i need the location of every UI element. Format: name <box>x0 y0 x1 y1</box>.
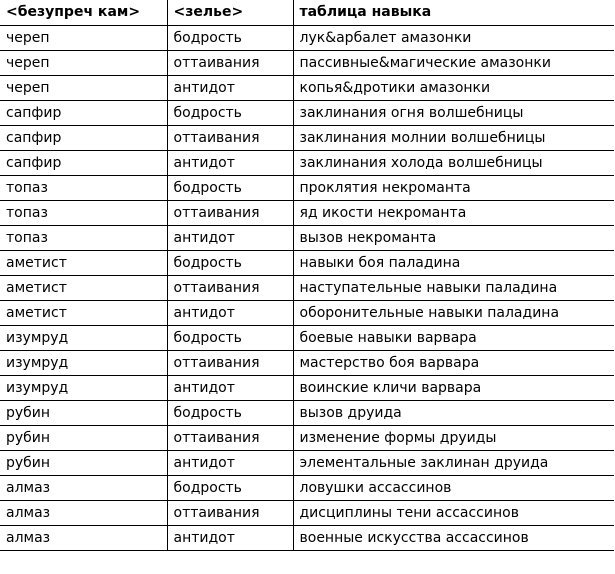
table-row <box>0 225 614 250</box>
table-row <box>0 350 614 375</box>
cell-potion: оттаивания <box>167 125 293 150</box>
table-row <box>0 200 614 225</box>
cell-skill-tree: воинские кличи варвара <box>293 375 614 400</box>
cell-potion: антидот <box>167 525 293 550</box>
cell-potion: бодрость <box>167 250 293 275</box>
table-row <box>0 475 614 500</box>
cell-gem: изумруд <box>0 325 167 350</box>
table-row <box>0 75 614 100</box>
table-row <box>0 525 614 550</box>
cell-potion: антидот <box>167 450 293 475</box>
table-row <box>0 400 614 425</box>
cell-gem: рубин <box>0 425 167 450</box>
table-row <box>0 500 614 525</box>
cell-skill-tree: мастерство боя варвара <box>293 350 614 375</box>
table-row <box>0 50 614 75</box>
cell-gem: аметист <box>0 275 167 300</box>
cell-potion: антидот <box>167 150 293 175</box>
cell-gem: череп <box>0 75 167 100</box>
cell-gem: череп <box>0 50 167 75</box>
cell-potion: оттаивания <box>167 350 293 375</box>
cell-skill-tree: военные искусства ассассинов <box>293 525 614 550</box>
cell-potion: бодрость <box>167 400 293 425</box>
cell-potion: бодрость <box>167 100 293 125</box>
table-row <box>0 300 614 325</box>
header-skill-tree: таблица навыка <box>293 0 614 25</box>
cell-gem: алмаз <box>0 475 167 500</box>
table-row <box>0 450 614 475</box>
table-row <box>0 175 614 200</box>
cell-potion: бодрость <box>167 325 293 350</box>
cell-gem: сапфир <box>0 150 167 175</box>
cell-gem: изумруд <box>0 375 167 400</box>
cell-skill-tree: ловушки ассассинов <box>293 475 614 500</box>
table-row <box>0 100 614 125</box>
cell-potion: антидот <box>167 225 293 250</box>
cell-skill-tree: навыки боя паладина <box>293 250 614 275</box>
cell-skill-tree: лук&арбалет амазонки <box>293 25 614 50</box>
cell-gem: череп <box>0 25 167 50</box>
cell-potion: бодрость <box>167 475 293 500</box>
cell-potion: оттаивания <box>167 500 293 525</box>
cell-skill-tree: заклинания молнии волшебницы <box>293 125 614 150</box>
cell-potion: бодрость <box>167 175 293 200</box>
cell-potion: оттаивания <box>167 425 293 450</box>
cell-skill-tree: заклинания огня волшебницы <box>293 100 614 125</box>
table-row <box>0 275 614 300</box>
cell-gem: алмаз <box>0 500 167 525</box>
cell-skill-tree: боевые навыки варвара <box>293 325 614 350</box>
cell-skill-tree: вызов друида <box>293 400 614 425</box>
cell-potion: антидот <box>167 75 293 100</box>
cell-skill-tree: копья&дротики амазонки <box>293 75 614 100</box>
cell-gem: изумруд <box>0 350 167 375</box>
table-row <box>0 425 614 450</box>
table-body <box>0 25 614 550</box>
table-row <box>0 25 614 50</box>
cell-skill-tree: оборонительные навыки паладина <box>293 300 614 325</box>
cell-skill-tree: заклинания холода волшебницы <box>293 150 614 175</box>
cell-gem: алмаз <box>0 525 167 550</box>
table-row <box>0 150 614 175</box>
cell-skill-tree: дисциплины тени ассассинов <box>293 500 614 525</box>
table-row <box>0 325 614 350</box>
header-gem: <безупреч кам> <box>0 0 167 25</box>
header-potion: <зелье> <box>167 0 293 25</box>
cell-gem: аметист <box>0 300 167 325</box>
cell-gem: рубин <box>0 450 167 475</box>
cell-potion: антидот <box>167 300 293 325</box>
cell-skill-tree: яд икости некроманта <box>293 200 614 225</box>
cell-potion: оттаивания <box>167 50 293 75</box>
cell-potion: оттаивания <box>167 200 293 225</box>
cell-skill-tree: вызов некроманта <box>293 225 614 250</box>
cell-gem: сапфир <box>0 125 167 150</box>
cell-skill-tree: элементальные заклинан друида <box>293 450 614 475</box>
cell-potion: антидот <box>167 375 293 400</box>
cell-gem: топаз <box>0 225 167 250</box>
cell-gem: топаз <box>0 175 167 200</box>
cell-skill-tree: пассивные&магические амазонки <box>293 50 614 75</box>
table-row <box>0 250 614 275</box>
table-row <box>0 375 614 400</box>
cell-skill-tree: проклятия некроманта <box>293 175 614 200</box>
cell-potion: бодрость <box>167 25 293 50</box>
cell-skill-tree: изменение формы друиды <box>293 425 614 450</box>
cell-gem: топаз <box>0 200 167 225</box>
cell-potion: оттаивания <box>167 275 293 300</box>
table-row <box>0 125 614 150</box>
cell-gem: сапфир <box>0 100 167 125</box>
cell-gem: аметист <box>0 250 167 275</box>
cell-gem: рубин <box>0 400 167 425</box>
cell-skill-tree: наступательные навыки паладина <box>293 275 614 300</box>
header-row <box>0 0 614 25</box>
